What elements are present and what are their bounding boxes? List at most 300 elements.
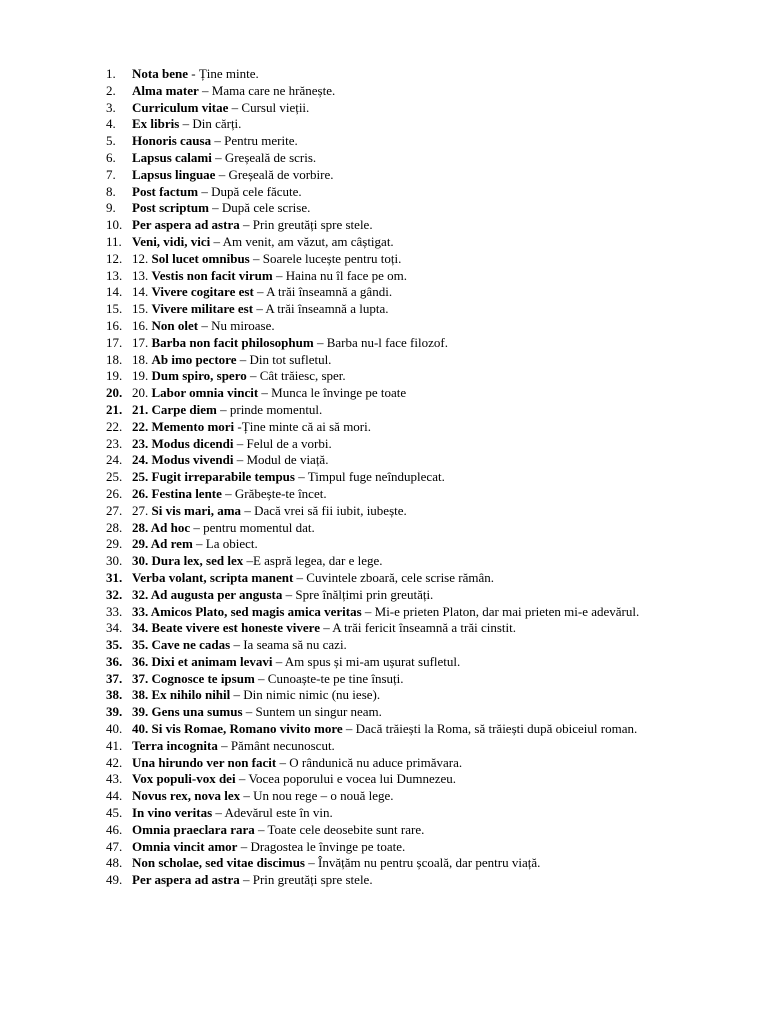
separator: – [237,838,251,854]
latin-term: Veni, vidi, vici [132,233,211,249]
item-number: 16. [106,317,123,333]
list-item [106,771,716,788]
separator: – [313,334,327,350]
item-number: 31. [106,569,123,585]
list-item [106,402,716,419]
list-item [106,133,716,150]
item-prefix: 13. [132,267,152,283]
translation: Din tot sufletul. [249,351,332,367]
translation: A trăi înseamnă a gândi. [266,284,393,300]
separator: – [198,183,212,199]
item-content [132,738,716,755]
list-item [106,234,716,251]
list-item [106,200,716,217]
translation: Ține minte că ai să mori. [241,418,371,434]
item-content [132,116,716,133]
separator: – [241,502,255,518]
translation: Toate cele deosebite sunt rare. [267,821,425,837]
list-item [106,721,716,738]
translation: Felul de a vorbi. [246,435,332,451]
latin-term: Ab imo pectore [151,351,237,367]
item-prefix: 17. [132,334,152,350]
list-item [106,352,716,369]
translation: Din cărți. [192,116,242,132]
item-number: 48. [106,855,123,871]
list-item [106,553,716,570]
list-item [106,570,716,587]
item-number: 8. [106,183,116,199]
item-prefix: 20. [132,385,152,401]
item-content [132,755,716,772]
translation: Am venit, am văzut, am câștigat. [222,233,394,249]
translation: Barba nu-l face filozof. [326,334,448,350]
item-number: 25. [106,469,123,485]
translation: A trăi fericit înseamnă a trăi cinstit. [332,620,517,636]
item-content [132,150,716,167]
translation: Învățăm nu pentru școală, dar pentru viață. [317,855,541,871]
latin-term: Non olet [151,317,199,333]
item-prefix: 27. [132,502,152,518]
item-number: 29. [106,536,123,552]
latin-term: Per aspera ad astra [132,872,240,888]
translation: Cursul vieții. [241,99,310,115]
translation: pentru momentul dat. [203,519,315,535]
list-item [106,755,716,772]
item-number: 3. [106,99,116,115]
list-item [106,620,716,637]
separator: – [208,200,222,216]
item-number: 6. [106,149,116,165]
item-number: 33. [106,603,123,619]
list-item [106,604,716,621]
list-item [106,368,716,385]
latin-term: 37. Cognosce te ipsum [132,670,255,686]
separator: – [253,301,266,317]
list-item [106,788,716,805]
item-prefix: 16. [132,317,152,333]
translation: Cât trăiesc, sper. [259,368,346,384]
latin-term: 30. Dura lex, sed lex [132,553,244,569]
latin-term: Terra incognita [132,737,218,753]
item-content [132,553,716,570]
item-number: 18. [106,351,123,367]
item-number: 11. [106,233,122,249]
separator: – [233,452,247,468]
latin-term: 40. Si vis Romae, Romano vivito more [132,721,343,737]
latin-term: 25. Fugit irreparabile tempus [132,469,295,485]
item-content [132,268,716,285]
list-item [106,284,716,301]
separator: – [211,149,225,165]
separator: – [212,805,225,821]
translation: E aspră legea, dar e lege. [252,553,383,569]
list-item [106,184,716,201]
list-item [106,419,716,436]
item-content [132,184,716,201]
item-number: 42. [106,754,123,770]
separator: – [254,821,268,837]
list-item [106,167,716,184]
translation: Vocea poporului e vocea lui Dumnezeu. [248,771,457,787]
latin-term: 24. Modus vivendi [132,452,234,468]
latin-term: 34. Beate vivere est honeste vivere [132,620,320,636]
latin-term: 29. Ad rem [132,536,193,552]
latin-term: Vox populi-vox dei [132,771,236,787]
translation: Grăbește-te încet. [234,485,327,501]
separator: – [253,284,267,300]
latin-term: Lapsus linguae [132,166,216,182]
latin-term: Ex libris [132,116,180,132]
separator: – [254,670,268,686]
item-content [132,318,716,335]
translation: Ia seama să nu cazi. [243,637,347,653]
translation: Pământ necunoscut. [230,737,335,753]
item-number: 17. [106,334,123,350]
latin-term: Sol lucet omnibus [151,250,250,266]
translation: Cuvintele zboară, cele scrise rămân. [306,569,494,585]
item-number: 44. [106,788,123,804]
separator: – [228,99,242,115]
item-content [132,402,716,419]
latin-term: 33. Amicos Plato, sed magis amica veritas [132,603,362,619]
list-item [106,100,716,117]
item-content [132,654,716,671]
item-number: 21. [106,401,123,417]
item-number: 49. [106,872,123,888]
list-item [106,116,716,133]
item-number: 19. [106,368,123,384]
item-content [132,805,716,822]
translation: Mi-e prieten Platon, dar mai prieten mi-e adevărul. [374,603,640,619]
separator: – [230,637,244,653]
latin-term: 28. Ad hoc [132,519,191,535]
item-number: 23. [106,435,123,451]
separator: – [221,485,235,501]
separator: – [319,620,333,636]
item-number: 37. [106,670,123,686]
item-number: 45. [106,805,123,821]
item-number: 38. [106,687,123,703]
latin-term: 22. Memento mori [132,418,235,434]
separator: – [190,519,204,535]
item-number: 9. [106,200,116,216]
latin-term: Barba non facit philosophum [151,334,314,350]
list-item [106,469,716,486]
separator: – [210,233,223,249]
item-content [132,872,716,889]
translation: Suntem un singur neam. [255,704,382,720]
list-item [106,150,716,167]
translation: După cele scrise. [221,200,311,216]
item-number: 15. [106,301,123,317]
item-number: 32. [106,586,123,602]
list-item [106,654,716,671]
list-item [106,335,716,352]
list-item [106,83,716,100]
item-content [132,419,716,436]
item-content [132,167,716,184]
list-item [106,587,716,604]
latin-term: Vestis non facit virum [151,267,273,283]
item-number: 14. [106,284,123,300]
separator: – [272,267,286,283]
item-content [132,704,716,721]
latin-term: Per aspera ad astra [132,217,240,233]
separator: – [217,737,231,753]
separator: – [236,351,250,367]
list-item [106,452,716,469]
list-item [106,637,716,654]
latin-term: 38. Ex nihilo nihil [132,687,231,703]
item-content [132,83,716,100]
list-item [106,251,716,268]
latin-term: In vino veritas [132,805,213,821]
item-content [132,620,716,637]
latin-term: 26. Festina lente [132,485,222,501]
item-content [132,200,716,217]
list-item [106,805,716,822]
separator: – [240,788,254,804]
latin-term: Post scriptum [132,200,209,216]
latin-term: Honoris causa [132,133,212,149]
item-number: 47. [106,838,123,854]
item-content [132,604,716,621]
list-item [106,839,716,856]
item-content [132,217,716,234]
item-content [132,822,716,839]
item-number: 26. [106,485,123,501]
item-content [132,385,716,402]
latin-term: 35. Cave ne cadas [132,637,231,653]
item-number: 7. [106,166,116,182]
list-item [106,385,716,402]
translation: Pentru merite. [224,133,298,149]
latin-term: 36. Dixi et animam levavi [132,653,273,669]
separator: – [211,133,225,149]
separator: – [192,536,206,552]
translation: Adevărul este în vin. [224,805,333,821]
item-content [132,671,716,688]
list-item [106,704,716,721]
item-content [132,570,716,587]
item-content [132,133,716,150]
item-content [132,855,716,872]
translation: Greșeală de scris. [224,149,317,165]
item-content [132,284,716,301]
separator: – [361,603,375,619]
separator: – [230,687,244,703]
latin-term: 32. Ad augusta per angusta [132,586,283,602]
translation: A trăi înseamnă a lupta. [265,301,389,317]
latin-term: Omnia vincit amor [132,838,238,854]
latin-term: Curriculum vitae [132,99,229,115]
list-item [106,536,716,553]
list-item [106,872,716,889]
translation: Mama care ne hrănește. [211,82,336,98]
separator: – [215,166,229,182]
item-number: 34. [106,620,123,636]
item-content [132,486,716,503]
list-item [106,268,716,285]
separator: – [276,754,290,770]
separator: – [294,469,308,485]
separator: - [234,418,242,434]
translation: După cele făcute. [211,183,302,199]
item-number: 39. [106,704,123,720]
latin-term: Omnia praeclara rara [132,821,255,837]
translation: Greșeală de vorbire. [228,166,334,182]
item-content [132,100,716,117]
latin-term: 23. Modus dicendi [132,435,234,451]
item-content [132,839,716,856]
latin-term: Una hirundo ver non facit [132,754,277,770]
item-number: 40. [106,721,123,737]
separator: – [198,82,212,98]
item-content [132,301,716,318]
item-number: 35. [106,637,123,653]
translation: Dacă trăiești la Roma, să trăiești după obiceiul roman. [355,721,638,737]
item-prefix: 19. [132,368,152,384]
list-item [106,318,716,335]
separator: – [282,586,296,602]
item-content [132,637,716,654]
translation: Dragostea le învinge pe toate. [250,838,406,854]
list-item [106,217,716,234]
list-item [106,687,716,704]
item-number: 41. [106,737,123,753]
list-item [106,520,716,537]
item-content [132,251,716,268]
list-item [106,822,716,839]
translation: Munca le învinge pe toate [271,385,407,401]
separator: – [243,553,253,569]
separator: – [249,250,263,266]
translation: Ține minte. [198,66,259,81]
separator: – [242,704,256,720]
translation: Spre înălțimi prin greutăți. [295,586,434,602]
separator: - [187,66,199,81]
item-content [132,436,716,453]
item-content [132,771,716,788]
item-number: 36. [106,653,123,669]
latin-expressions-list [106,66,716,889]
item-number: 27. [106,502,123,518]
latin-term: Si vis mari, ama [151,502,242,518]
latin-term: Verba volant, scripta manent [132,569,294,585]
latin-term: Lapsus calami [132,149,212,165]
translation: Dacă vrei să fii iubit, iubește. [254,502,407,518]
item-content [132,587,716,604]
latin-term: Dum spiro, spero [151,368,247,384]
separator: – [304,855,318,871]
item-number: 13. [106,267,123,283]
translation: Prin greutăți spre stele. [252,872,373,888]
separator: – [233,435,247,451]
item-number: 20. [106,385,123,401]
translation: prinde momentul. [229,401,323,417]
separator: – [246,368,260,384]
list-item [106,671,716,688]
item-content [132,503,716,520]
item-content [132,469,716,486]
list-item [106,503,716,520]
item-number: 12. [106,250,123,266]
latin-term: Vivere militare est [151,301,254,317]
item-number: 24. [106,452,123,468]
translation: Cunoaște-te pe tine însuți. [267,670,404,686]
separator: – [198,317,212,333]
item-number: 1. [106,66,116,81]
item-content [132,536,716,553]
separator: – [239,872,253,888]
latin-term: 39. Gens una sumus [132,704,243,720]
separator: – [179,116,193,132]
item-prefix: 12. [132,250,152,266]
translation: Am spus și mi-am ușurat sufletul. [284,653,461,669]
item-content [132,788,716,805]
translation: Modul de viață. [246,452,329,468]
latin-term: Nota bene [132,66,188,81]
list-item [106,301,716,318]
item-content [132,520,716,537]
latin-term: Novus rex, nova lex [132,788,241,804]
item-number: 22. [106,418,123,434]
item-number: 46. [106,821,123,837]
item-prefix: 15. [132,301,152,317]
item-number: 28. [106,519,123,535]
list-item [106,436,716,453]
item-content [132,352,716,369]
list-item [106,66,716,83]
separator: – [293,569,307,585]
item-prefix: 18. [132,351,152,367]
translation: Nu miroase. [211,317,275,333]
latin-term: 21. Carpe diem [132,401,217,417]
item-content [132,721,716,738]
list-item [106,486,716,503]
item-content [132,452,716,469]
item-number: 5. [106,133,116,149]
list-item [106,738,716,755]
translation: Haina nu îl face pe om. [285,267,408,283]
latin-term: Alma mater [132,82,199,98]
latin-term: Vivere cogitare est [151,284,254,300]
list-item [106,855,716,872]
translation: Din nimic nimic (nu iese). [243,687,381,703]
separator: – [272,653,285,669]
item-content [132,66,716,83]
translation: Prin greutăți spre stele. [252,217,373,233]
item-number: 30. [106,553,123,569]
separator: – [216,401,230,417]
item-number: 10. [106,217,123,233]
translation: Un nou rege – o nouă lege. [253,788,394,804]
latin-term: Labor omnia vincit [151,385,259,401]
separator: – [342,721,356,737]
item-content [132,368,716,385]
latin-term: Non scholae, sed vitae discimus [132,855,305,871]
item-number: 2. [106,82,116,98]
translation: Soarele lucește pentru toți. [262,250,402,266]
item-number: 43. [106,771,123,787]
item-content [132,335,716,352]
translation: Timpul fuge neînduplecat. [307,469,445,485]
separator: – [258,385,272,401]
latin-term: Post factum [132,183,199,199]
item-number: 4. [106,116,116,132]
translation: La obiect. [205,536,258,552]
translation: O rândunică nu aduce primăvara. [289,754,463,770]
